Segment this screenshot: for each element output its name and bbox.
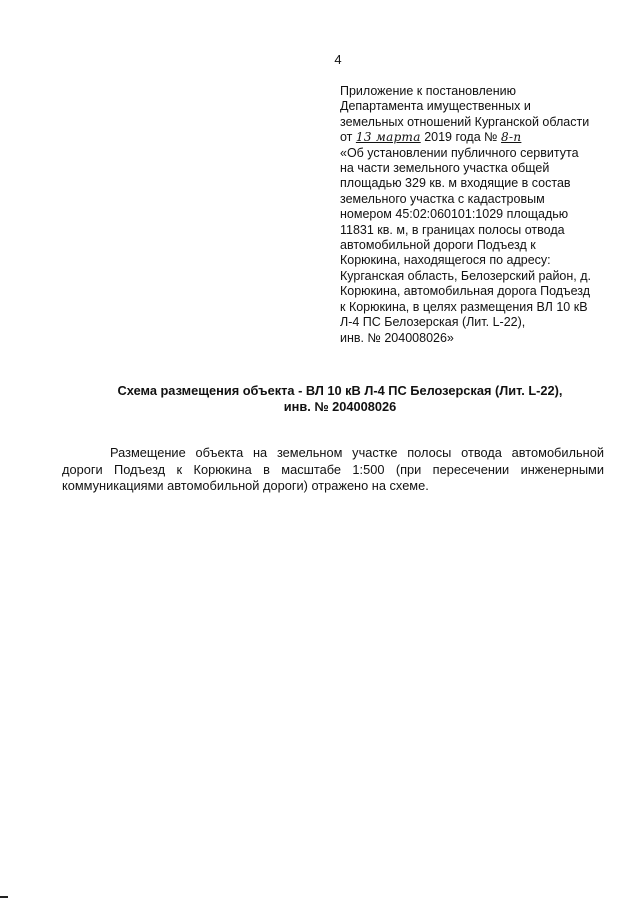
margin-mark (0, 896, 8, 898)
document-title (60, 383, 620, 415)
handwritten-date: 13 марта (355, 130, 421, 145)
appendix-line: Приложение к постановлению (340, 84, 516, 98)
body-paragraph: Размещение объекта на земельном участке полосы отвода автомобильной дороги Подъезд к Корюкина в масштабе 1:500 (при пересечении инженерными коммуникациями автомобильной дороги) отражено на схеме. (62, 445, 604, 494)
appendix-line: Департамента имущественных и (340, 99, 531, 114)
appendix-date-line (340, 130, 602, 145)
subject-line: Курганская область, Белозерский район, д. (340, 268, 591, 283)
subject-line: Л-4 ПС Белозерская (Лит. L-22), (340, 315, 526, 330)
subject-line: инв. № 204008026» (340, 330, 454, 345)
year-text: 2019 года № (424, 130, 498, 145)
subject-line: автомобильной дороги Подъезд к (340, 238, 536, 253)
subject-line: 11831 кв. м, в границах полосы отвода (340, 222, 565, 237)
subject-line: Корюкина, находящегося по адресу: (340, 253, 551, 268)
subject-line: «Об установлении публичного сервитута (340, 145, 579, 160)
subject-line: земельного участка с кадастровым (340, 191, 545, 206)
subject-line: на части земельного участка общей (340, 161, 550, 176)
appendix-header (340, 84, 602, 346)
subject-line: Корюкина, автомобильная дорога Подъезд (340, 284, 591, 299)
appendix-line: земельных отношений Курганской области (340, 114, 590, 129)
title-line: инв. № 204008026 (283, 399, 397, 414)
from-prefix: от (340, 130, 353, 145)
title-line: Схема размещения объекта - ВЛ 10 кВ Л-4 ПС Белозерская (Лит. L-22), (117, 383, 563, 398)
subject-line: номером 45:02:060101:1029 площадью (340, 207, 569, 222)
subject-line: к Корюкина, в целях размещения ВЛ 10 кВ (340, 299, 588, 314)
page-number: 4 (334, 52, 342, 67)
handwritten-number: 8-п (501, 130, 522, 145)
subject-line: площадью 329 кв. м входящие в состав (340, 176, 571, 191)
